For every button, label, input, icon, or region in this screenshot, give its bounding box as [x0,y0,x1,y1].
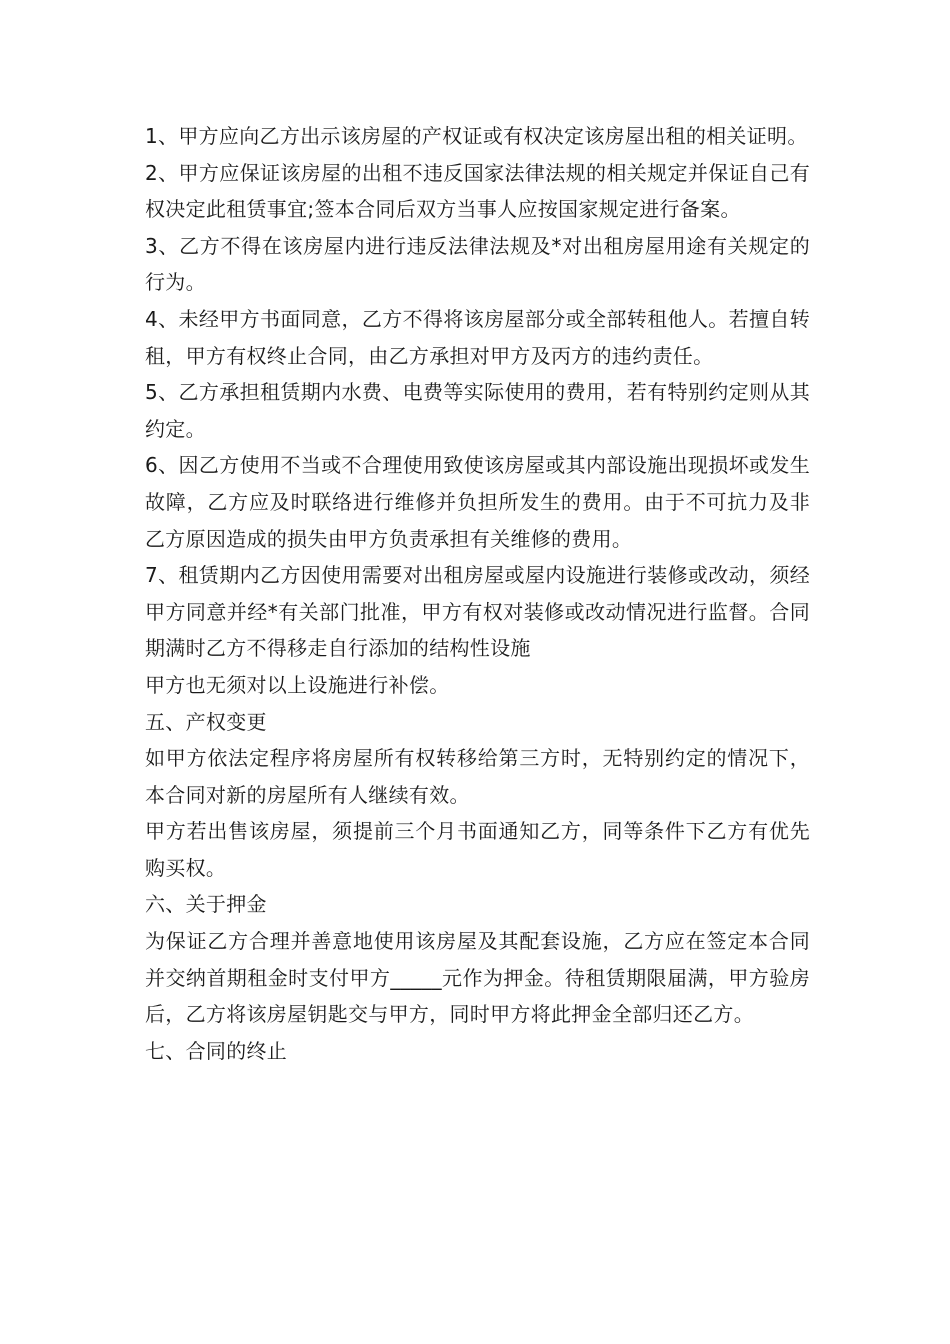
deposit-paragraph: 为保证乙方合理并善意地使用该房屋及其配套设施，乙方应在签定本合同并交纳首期租金时支付甲方_____元作为押金。待租赁期限届满，甲方验房后，乙方将该房屋钥匙交与甲方，同时甲方将此押金全部归还乙方。 [145,929,810,1027]
property-change-paragraph-1: 如甲方依法定程序将房屋所有权转移给第三方时，无特别约定的情况下，本合同对新的房屋所有人继续有效。 [145,746,810,807]
property-change-paragraph-2: 甲方若出售该房屋，须提前三个月书面通知乙方，同等条件下乙方有优先购买权。 [145,819,810,880]
clause-1: 1、甲方应向乙方出示该房屋的产权证或有权决定该房屋出租的相关证明。 [145,124,808,148]
document-body [145,118,810,1069]
clause-3: 3、乙方不得在该房屋内进行违反法律法规及*对出租房屋用途有关规定的行为。 [145,233,810,295]
clause-5: 5、乙方承担租赁期内水费、电费等实际使用的费用，若有特别约定则从其约定。 [145,380,810,441]
clause-2: 2、甲方应保证该房屋的出租不违反国家法律法规的相关规定并保证自己有权决定此租赁事宜;签本合同后双方当事人应按国家规定进行备案。 [145,160,810,222]
clause-7-continuation: 甲方也无须对以上设施进行补偿。 [145,672,450,697]
clause-7: 7、租赁期内乙方因使用需要对出租房屋或屋内设施进行装修或改动，须经甲方同意并经*有关部门批准，甲方有权对装修或改动情况进行监督。合同期满时乙方不得移走自行添加的结构性设施 [145,563,810,661]
section-heading-deposit: 六、关于押金 [145,892,267,917]
clause-6: 6、因乙方使用不当或不合理使用致使该房屋或其内部设施出现损坏或发生故障，乙方应及时联络进行维修并负担所发生的费用。由于不可抗力及非乙方原因造成的损失由甲方负责承担有关维修的费用。 [145,453,810,551]
clause-4: 4、未经甲方书面同意，乙方不得将该房屋部分或全部转租他人。若擅自转租，甲方有权终止合同，由乙方承担对甲方及丙方的违约责任。 [145,306,810,368]
section-heading-termination: 七、合同的终止 [145,1038,288,1063]
section-heading-property-change: 五、产权变更 [145,709,267,734]
